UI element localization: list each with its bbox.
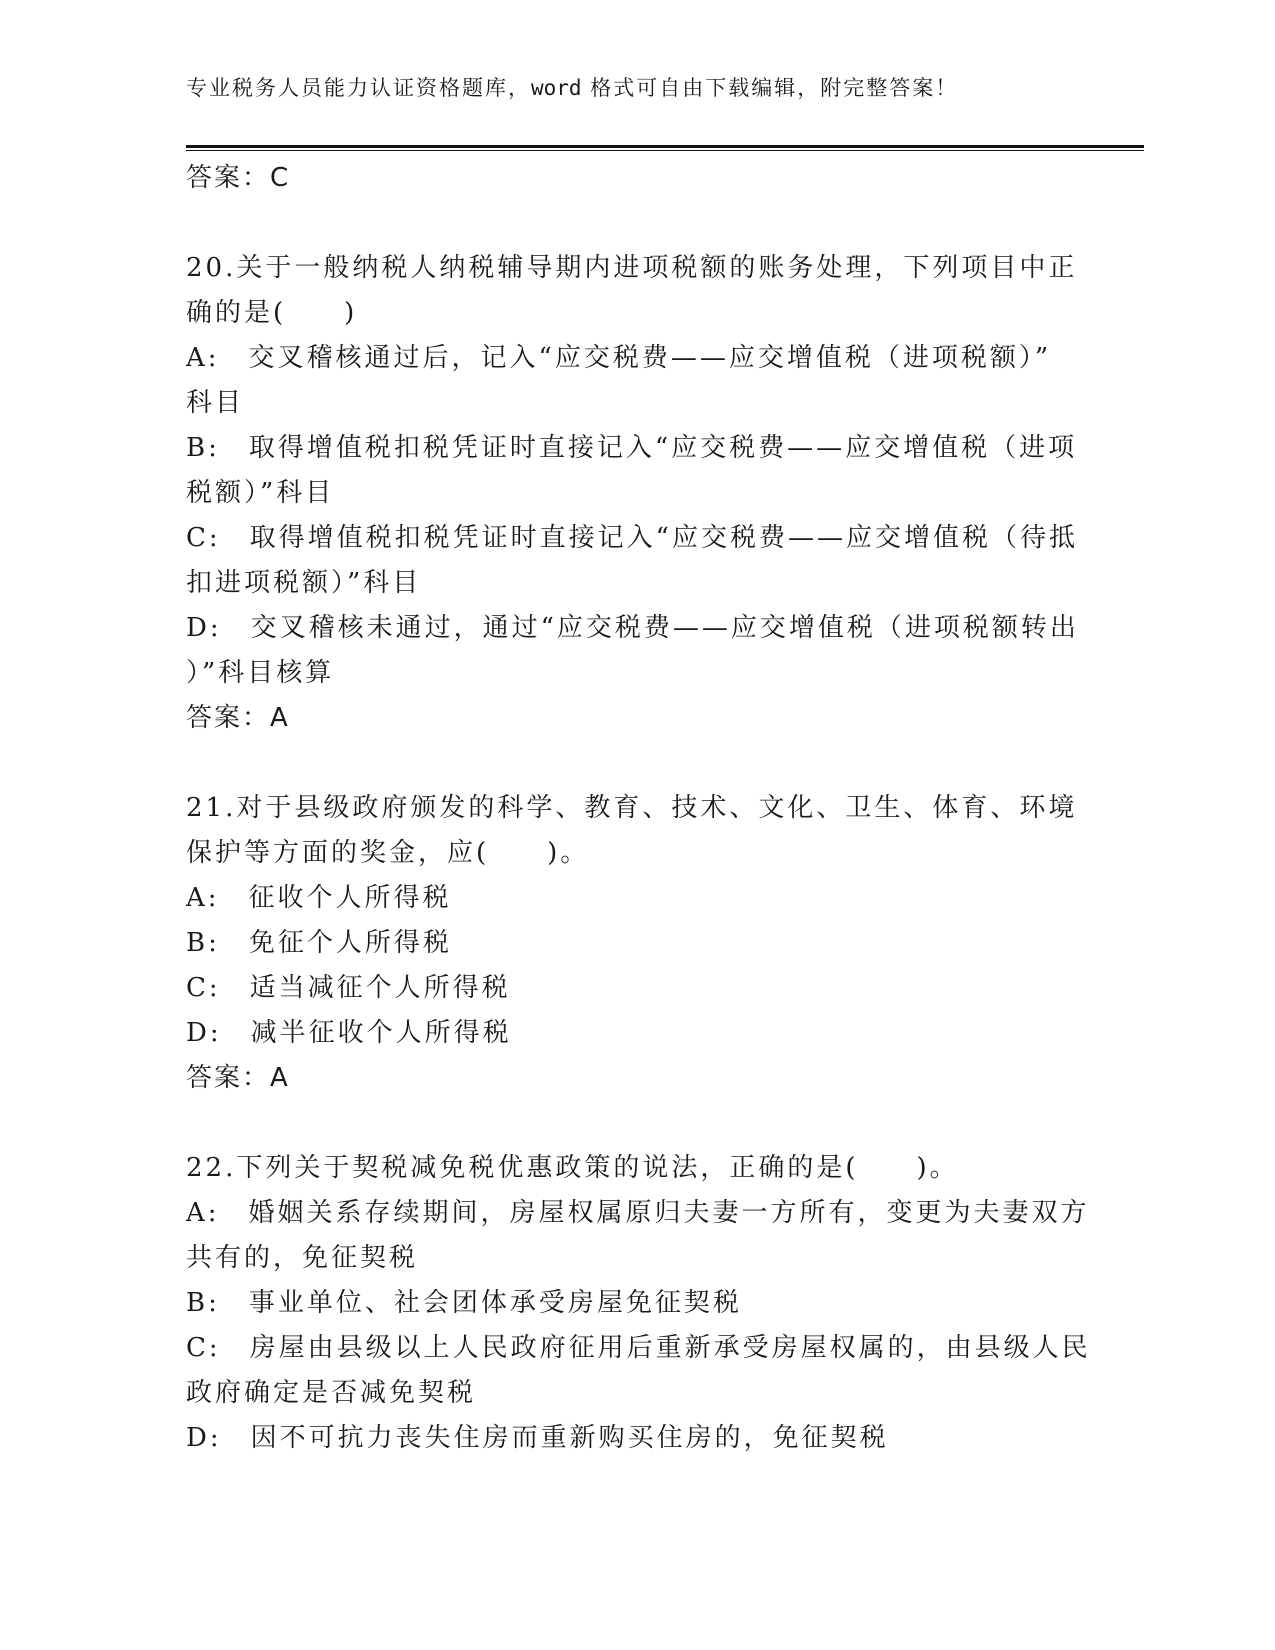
option-a-line: A: 交叉稽核通过后，记入“应交税费——应交增值税（进项税额）” [186,343,1052,373]
header-text-after: 格式可自由下载编辑，附完整答案！ [581,76,959,100]
option-b-line: B: 取得增值税扣税凭证时直接记入“应交税费——应交增值税（进项 [186,433,1078,463]
option-a-line: A: 征收个人所得税 [186,883,452,913]
option-c-line: C: 房屋由县级以上人民政府征用后重新承受房屋权属的，由县级人民 [186,1333,1091,1363]
question-stem-line: 确的是( ) [186,298,358,328]
option-d-line: D: 因不可抗力丧失住房而重新购买住房的，免征契税 [186,1423,889,1453]
previous-answer: 答案：C [186,163,291,193]
option-c-line: 政府确定是否减免契税 [186,1378,477,1408]
spacer [186,741,1086,786]
header-rule-thin [186,150,1144,151]
option-c-line: C: 适当减征个人所得税 [186,973,511,1003]
question-stem-line: 保护等方面的奖金，应( )。 [186,838,590,868]
answer-line: 答案：A [186,703,290,733]
question-20 [186,246,1086,741]
spacer [186,1101,1086,1146]
option-b-line: B: 免征个人所得税 [186,928,452,958]
question-22 [186,1146,1091,1461]
header-text-word: word [531,76,582,100]
option-b-line: 税额）”科目 [186,478,335,508]
page-header [186,72,958,102]
option-d-line: D: 交叉稽核未通过，通过“应交税费——应交增值税（进项税额转出 [186,613,1079,643]
question-21 [186,786,1086,1101]
option-a-line: A: 婚姻关系存续期间，房屋权属原归夫妻一方所有，变更为夫妻双方 [186,1198,1090,1228]
option-c-line: C: 取得增值税扣税凭证时直接记入“应交税费——应交增值税（待抵 [186,523,1078,553]
option-a-line: 科目 [186,388,245,418]
header-text-before: 专业税务人员能力认证资格题库， [186,76,531,100]
header-rule-thick [186,145,1144,148]
question-stem-line: 21.对于县级政府颁发的科学、教育、技术、文化、卫生、体育、环境 [186,793,1078,823]
document-body [186,156,1091,1461]
question-stem-line: 22.下列关于契税减免税优惠政策的说法，正确的是( )。 [186,1153,959,1183]
spacer [186,201,1086,246]
option-d-line: ）”科目核算 [186,658,335,688]
option-a-line: 共有的，免征契税 [186,1243,419,1273]
option-c-line: 扣进项税额）”科目 [186,568,422,598]
answer-line: 答案：A [186,1063,290,1093]
option-b-line: B: 事业单位、社会团体承受房屋免征契税 [186,1288,742,1318]
option-d-line: D: 减半征收个人所得税 [186,1018,512,1048]
question-stem-line: 20.关于一般纳税人纳税辅导期内进项税额的账务处理，下列项目中正 [186,253,1078,283]
